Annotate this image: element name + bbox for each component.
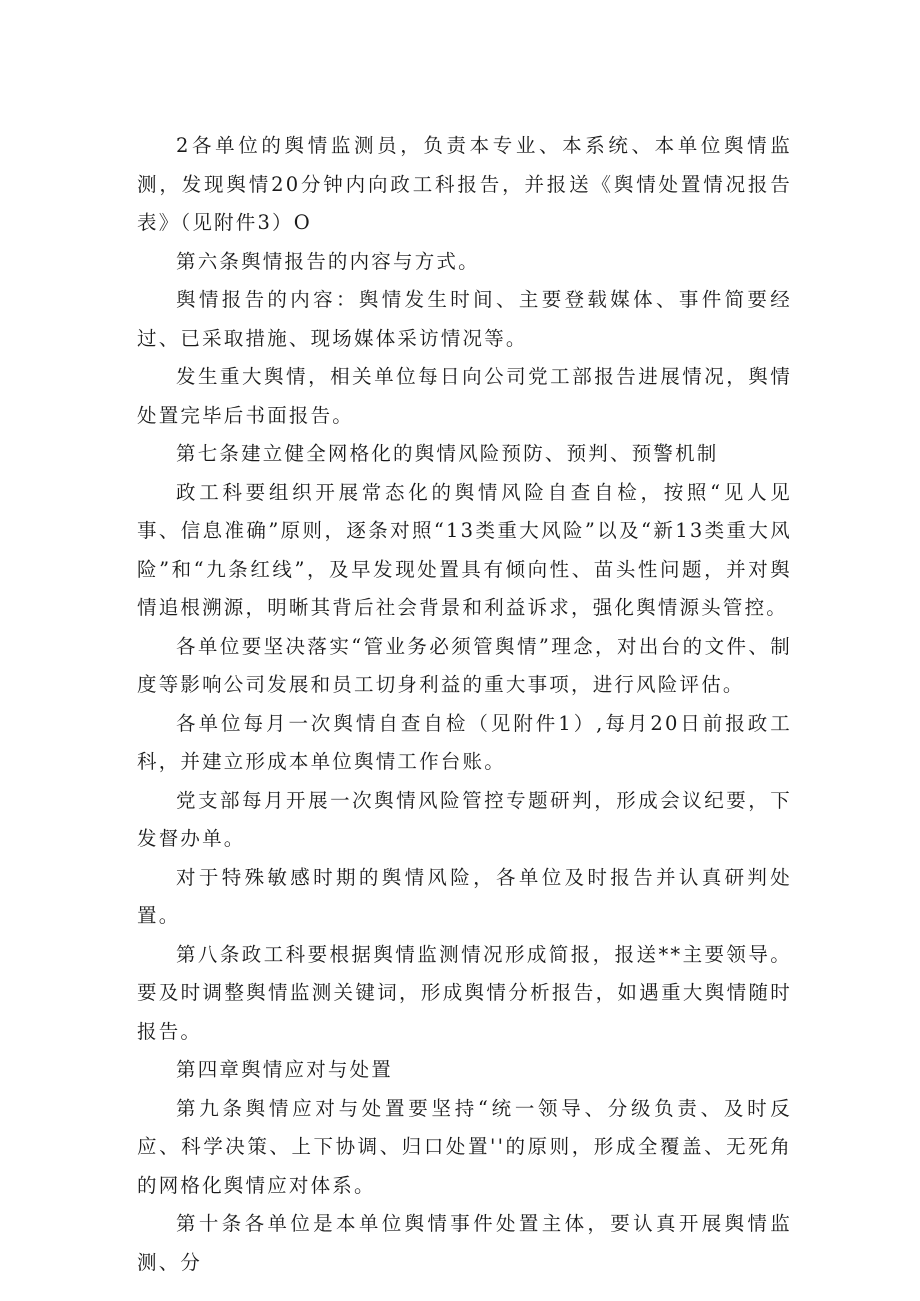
paragraph-article-8: 第八条政工科要根据舆情监测情况形成简报，报送**主要领导。要及时调整舆情监测关键词，形成舆情分析报告，如遇重大舆情随时报告。 bbox=[137, 942, 792, 1043]
paragraph-monitor-duty: 2各单位的舆情监测员，负责本专业、本系统、本单位舆情监测，发现舆情20分钟内向政工科报告，并报送《舆情处置情况报告表》（见附件3）O bbox=[137, 134, 792, 234]
paragraph-business-concept: 各单位要坚决落实“管业务必须管舆情”理念，对出台的文件、制度等影响公司发展和员工切身利益的重大事项，进行风险评估。 bbox=[137, 634, 792, 696]
paragraph-sensitive-period: 对于特殊敏感时期的舆情风险，各单位及时报告并认真研判处置。 bbox=[137, 865, 792, 927]
paragraph-article-7-heading: 第七条建立健全网格化的舆情风险预防、预判、预警机制 bbox=[176, 442, 719, 465]
paragraph-report-content: 舆情报告的内容：舆情发生时间、主要登载媒体、事件简要经过、已采取措施、现场媒体采访情况等。 bbox=[137, 288, 792, 350]
paragraph-article-10: 第十条各单位是本单位舆情事件处置主体，要认真开展舆情监测、分 bbox=[137, 1212, 792, 1274]
paragraph-major-report: 发生重大舆情，相关单位每日向公司党工部报告进展情况，舆情处置完毕后书面报告。 bbox=[137, 365, 792, 427]
paragraph-monthly-check: 各单位每月一次舆情自查自检（见附件1）,每月20日前报政工科，并建立形成本单位舆情工作台账。 bbox=[137, 711, 792, 773]
chapter-4-heading: 第四章舆情应对与处置 bbox=[176, 1058, 394, 1081]
paragraph-risk-self-check: 政工科要组织开展常态化的舆情风险自查自检，按照“见人见事、信息准确”原则，逐条对照“13类重大风险”以及“新13类重大风险”和“九条红线”，及早发现处置具有倾向性、苗头性问题，并对舆情追根溯源，明晰其背后社会背景和利益诉求，强化舆情源头管控。 bbox=[137, 480, 792, 619]
paragraph-party-branch: 党支部每月开展一次舆情风险管控专题研判，形成会议纪要，下发督办单。 bbox=[137, 788, 792, 850]
paragraph-article-9: 第九条舆情应对与处置要坚持“统一领导、分级负责、及时反应、科学决策、上下协调、归口处置''的原则，形成全覆盖、无死角的网格化舆情应对体系。 bbox=[137, 1096, 792, 1197]
document-body bbox=[137, 127, 792, 1282]
paragraph-article-6-heading: 第六条舆情报告的内容与方式。 bbox=[176, 249, 480, 273]
